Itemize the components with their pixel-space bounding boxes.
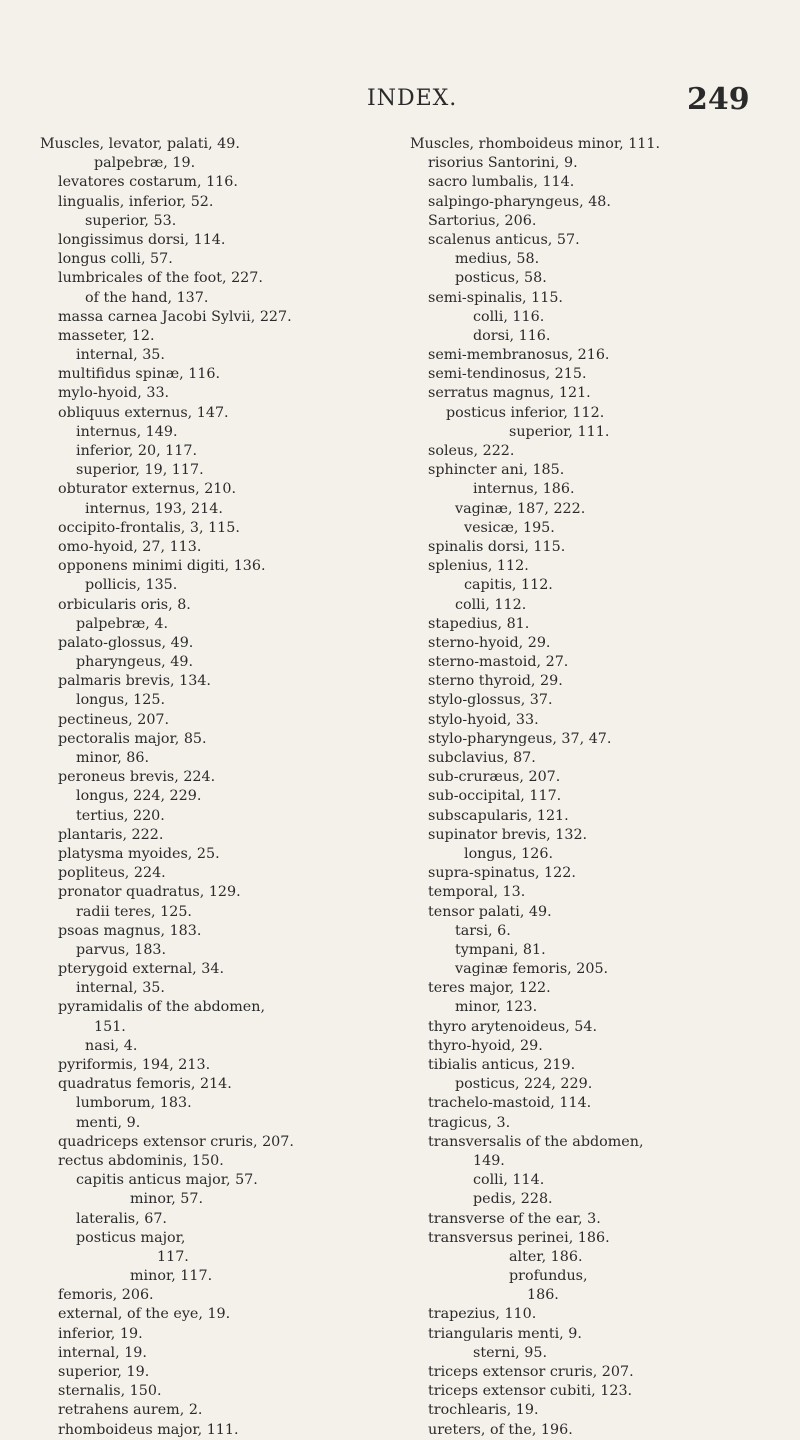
index-entry: palato-glossus, 49.	[58, 634, 194, 651]
index-entry: posticus, 224, 229.	[455, 1076, 593, 1093]
index-entry: vaginæ, 187, 222.	[455, 500, 586, 517]
index-entry: posticus major,	[76, 1229, 186, 1246]
index-entry: internal, 19.	[58, 1344, 147, 1361]
index-entry: vesicæ, 195.	[464, 519, 555, 536]
index-entry: 117.	[157, 1248, 189, 1265]
index-entry: subscapularis, 121.	[428, 807, 569, 824]
index-entry: colli, 114.	[473, 1172, 545, 1189]
index-entry: tibialis anticus, 219.	[428, 1057, 576, 1073]
index-column-left	[40, 135, 385, 1440]
index-entry: lingualis, inferior, 52.	[58, 193, 214, 210]
index-entry: sterni, 95.	[473, 1344, 547, 1361]
index-entry: obturator externus, 210.	[58, 481, 237, 498]
index-entry: inferior, 20, 117.	[76, 443, 198, 459]
index-entry: spinalis dorsi, 115.	[428, 538, 566, 555]
index-entry: psoas magnus, 183.	[58, 922, 202, 939]
index-entry: tarsi, 6.	[455, 922, 511, 939]
index-entry: pedis, 228.	[473, 1191, 553, 1208]
index-entry: soleus, 222.	[428, 443, 515, 459]
index-entry: trachelo-mastoid, 114.	[428, 1095, 592, 1112]
index-entry: Muscles, rhomboideus minor, 111.	[410, 136, 661, 152]
index-entry: temporal, 13.	[428, 884, 526, 901]
index-entry: internal, 35.	[76, 980, 165, 997]
index-entry: thyro-hyoid, 29.	[428, 1037, 543, 1054]
index-entry: palmaris brevis, 134.	[58, 673, 211, 690]
index-entry: profundus,	[509, 1268, 588, 1285]
index-entry: splenius, 112.	[428, 558, 529, 575]
index-entry: internus, 193, 214.	[85, 500, 223, 517]
index-entry: superior, 53.	[85, 212, 177, 229]
index-entry: semi-tendinosus, 215.	[428, 366, 587, 383]
index-entry: internus, 149.	[76, 423, 178, 440]
index-entry: transversalis of the abdomen,	[428, 1133, 644, 1150]
index-entry: rhomboideus major, 111.	[58, 1421, 239, 1438]
index-entry: nasi, 4.	[85, 1037, 138, 1054]
index-entry: superior, 19.	[58, 1364, 150, 1380]
index-entry: alter, 186.	[509, 1248, 583, 1265]
page-number: 249	[687, 82, 750, 117]
index-entry: tragicus, 3.	[428, 1114, 511, 1131]
index-entry: multifidus spinæ, 116.	[58, 366, 221, 383]
index-entry: longus, 224, 229.	[76, 788, 202, 805]
index-entry: longus, 125.	[76, 692, 166, 709]
index-entry: transversus perinei, 186.	[428, 1229, 610, 1246]
index-entry: pharyngeus, 49.	[76, 654, 193, 671]
index-entry: posticus inferior, 112.	[446, 404, 605, 421]
index-entry: popliteus, 224.	[58, 865, 166, 882]
index-entry: scalenus anticus, 57.	[428, 231, 580, 248]
index-entry: pectoralis major, 85.	[58, 730, 207, 747]
index-entry: dorsi, 116.	[473, 327, 551, 344]
index-entry: sub-occipital, 117.	[428, 788, 562, 805]
index-entry: sterno-mastoid, 27.	[428, 654, 569, 671]
index-entry: capitis, 112.	[464, 577, 553, 594]
index-entry: colli, 116.	[473, 308, 545, 325]
index-entry: salpingo-pharyngeus, 48.	[428, 193, 611, 210]
index-entry: teres major, 122.	[428, 980, 551, 997]
index-entry: opponens minimi digiti, 136.	[58, 558, 266, 575]
index-entry: pectineus, 207.	[58, 711, 170, 728]
page-header	[0, 82, 800, 122]
index-entry: inferior, 19.	[58, 1325, 143, 1342]
index-entry: sterno-hyoid, 29.	[428, 634, 551, 651]
index-entry: tympani, 81.	[455, 941, 546, 958]
index-entry: peroneus brevis, 224.	[58, 769, 216, 786]
index-entry: of the hand, 137.	[85, 289, 209, 306]
index-entry: trochlearis, 19.	[428, 1402, 539, 1419]
index-entry: pronator quadratus, 129.	[58, 884, 241, 901]
index-entry: lumborum, 183.	[76, 1095, 192, 1112]
index-entry: massa carnea Jacobi Sylvii, 227.	[58, 308, 292, 325]
index-entry: triceps extensor cruris, 207.	[428, 1364, 634, 1380]
index-entry: triangularis menti, 9.	[428, 1325, 582, 1342]
index-entry: sphincter ani, 185.	[428, 462, 565, 479]
index-entry: tensor palati, 49.	[428, 903, 552, 920]
index-entry: longus colli, 57.	[58, 251, 173, 268]
index-entry: thyro arytenoideus, 54.	[428, 1018, 598, 1035]
index-entry: plantaris, 222.	[58, 826, 164, 843]
index-entry: pyriformis, 194, 213.	[58, 1057, 211, 1073]
index-entry: palpebræ, 4.	[76, 615, 169, 632]
index-entry: capitis anticus major, 57.	[76, 1172, 258, 1189]
index-entry: triceps extensor cubiti, 123.	[428, 1383, 633, 1400]
index-entry: subclavius, 87.	[428, 750, 536, 766]
index-entry: radii teres, 125.	[76, 903, 192, 920]
index-entry: obliquus externus, 147.	[58, 404, 229, 421]
index-entry: minor, 86.	[76, 750, 150, 766]
index-entry: pollicis, 135.	[85, 577, 178, 594]
index-entry: vaginæ femoris, 205.	[455, 961, 609, 978]
index-entry: Muscles, levator, palati, 49.	[40, 136, 240, 152]
index-entry: transverse of the ear, 3.	[428, 1210, 601, 1227]
index-entry: serratus magnus, 121.	[428, 385, 591, 402]
index-entry: pyramidalis of the abdomen,	[58, 999, 266, 1016]
index-entry: platysma myoides, 25.	[58, 845, 220, 862]
index-entry: supra-spinatus, 122.	[428, 865, 576, 882]
index-entry: sternalis, 150.	[58, 1383, 162, 1400]
index-entry: ureters, of the, 196.	[428, 1421, 573, 1438]
index-entry: Sartorius, 206.	[428, 212, 537, 229]
index-entry: tertius, 220.	[76, 807, 165, 824]
index-entry: lateralis, 67.	[76, 1210, 167, 1227]
index-entry: longissimus dorsi, 114.	[58, 231, 226, 248]
index-entry: quadriceps extensor cruris, 207.	[58, 1133, 294, 1150]
running-title: INDEX.	[367, 86, 458, 111]
index-entry: risorius Santorini, 9.	[428, 155, 578, 172]
index-entry: superior, 111.	[509, 423, 610, 440]
index-entry: stylo-hyoid, 33.	[428, 711, 539, 728]
index-entry: levatores costarum, 116.	[58, 174, 238, 191]
index-entry: sacro lumbalis, 114.	[428, 174, 575, 191]
index-entry: minor, 57.	[130, 1191, 204, 1208]
index-entry: rectus abdominis, 150.	[58, 1152, 224, 1169]
index-entry: retrahens aurem, 2.	[58, 1402, 203, 1419]
index-entry: omo-hyoid, 27, 113.	[58, 538, 202, 555]
index-entry: pterygoid external, 34.	[58, 961, 224, 978]
index-entry: longus, 126.	[464, 845, 554, 862]
index-entry: internus, 186.	[473, 481, 575, 498]
index-entry: sub-cruræus, 207.	[428, 769, 561, 786]
index-entry: semi-membranosus, 216.	[428, 347, 610, 364]
index-entry: stapedius, 81.	[428, 615, 530, 632]
index-entry: parvus, 183.	[76, 941, 167, 958]
index-entry: palpebræ, 19.	[94, 155, 196, 172]
index-column-right	[410, 135, 780, 1440]
index-entry: sterno thyroid, 29.	[428, 673, 563, 690]
index-entry: femoris, 206.	[58, 1287, 154, 1304]
index-entry: medius, 58.	[455, 251, 540, 268]
index-entry: minor, 123.	[455, 999, 538, 1016]
index-entry: 186.	[527, 1287, 559, 1304]
index-entry: colli, 112.	[455, 596, 527, 613]
index-entry: stylo-pharyngeus, 37, 47.	[428, 730, 612, 747]
index-entry: posticus, 58.	[455, 270, 547, 287]
index-entry: menti, 9.	[76, 1114, 141, 1131]
index-entry: semi-spinalis, 115.	[428, 289, 563, 306]
index-entry: mylo-hyoid, 33.	[58, 385, 170, 402]
index-entry: trapezius, 110.	[428, 1306, 537, 1323]
index-entry: 149.	[473, 1152, 505, 1169]
index-entry: 151.	[94, 1018, 126, 1035]
index-entry: minor, 117.	[130, 1268, 213, 1285]
index-entry: external, of the eye, 19.	[58, 1306, 231, 1323]
index-entry: orbicularis oris, 8.	[58, 596, 191, 613]
index-entry: internal, 35.	[76, 347, 165, 364]
index-entry: stylo-glossus, 37.	[428, 692, 553, 709]
index-entry: superior, 19, 117.	[76, 462, 204, 479]
index-entry: supinator brevis, 132.	[428, 826, 588, 843]
index-entry: masseter, 12.	[58, 327, 155, 344]
index-entry: occipito-frontalis, 3, 115.	[58, 519, 240, 536]
index-entry: quadratus femoris, 214.	[58, 1076, 232, 1093]
index-entry: lumbricales of the foot, 227.	[58, 270, 263, 287]
